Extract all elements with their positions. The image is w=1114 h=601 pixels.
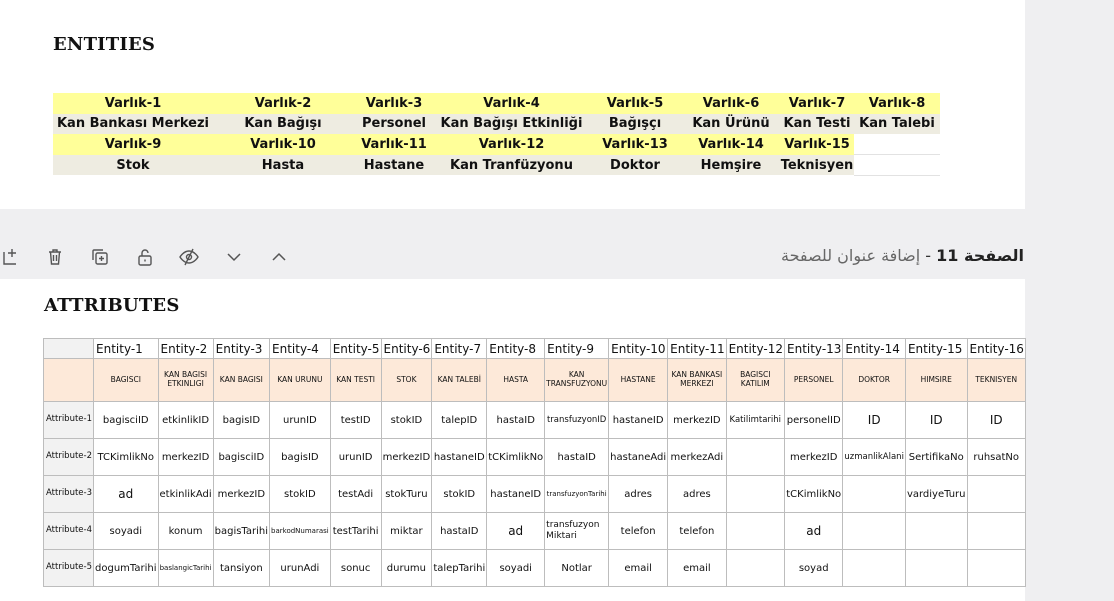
table-corner-cell [44, 359, 94, 402]
entity-header-cell: Entity-9 [545, 339, 609, 359]
entities-title: ENTITIES [53, 34, 156, 55]
entity-name-cell: KAN TALEBİ [432, 359, 487, 402]
attribute-row [44, 402, 1026, 439]
page-toolbar [0, 236, 300, 276]
entity-header-cell: Entity-10 [609, 339, 668, 359]
attribute-cell: merkezID [381, 439, 432, 476]
attribute-cell: Katilimtarihi [726, 402, 784, 439]
attribute-cell: tCKimlikNo [487, 439, 545, 476]
attribute-cell: testID [330, 402, 381, 439]
entity-header-cell: Entity-16 [967, 339, 1025, 359]
attribute-cell: adres [668, 476, 726, 513]
attribute-cell [905, 550, 967, 587]
attribute-row-label: Attribute-2 [44, 439, 94, 476]
add-page-title[interactable]: إضافة عنوان للصفحة [781, 246, 921, 265]
entity-name-cell: KAN BAGISI ETKINLIGI [158, 359, 213, 402]
attribute-row [44, 513, 1026, 550]
entity-cell: Kan Bağışı [213, 114, 353, 135]
attribute-cell: etkinlikAdi [158, 476, 213, 513]
attributes-title: ATTRIBUTES [44, 295, 180, 316]
attribute-cell: hastaID [487, 402, 545, 439]
unlock-icon[interactable] [134, 246, 156, 268]
attribute-cell: etkinlikID [158, 402, 213, 439]
entity-cell: Hemşire [682, 155, 780, 176]
entity-name-cell: KAN URUNU [270, 359, 331, 402]
attribute-cell: ID [843, 402, 906, 439]
attribute-cell: hastaID [432, 513, 487, 550]
attribute-cell: urunID [330, 439, 381, 476]
entity-name-cell: KAN BANKASI MERKEZI [668, 359, 726, 402]
attribute-cell: stokTuru [381, 476, 432, 513]
entities-row [53, 134, 940, 155]
entity-cell: Personel [353, 114, 435, 135]
attributes-table [43, 338, 1026, 587]
entity-cell: Kan Bankası Merkezi [53, 114, 213, 135]
attribute-cell [967, 513, 1025, 550]
entities-row [53, 93, 940, 114]
entity-cell: Kan Bağışı Etkinliği [435, 114, 588, 135]
attribute-cell: sonuc [330, 550, 381, 587]
entity-cell: Varlık-3 [353, 93, 435, 114]
entity-header-cell: Entity-11 [668, 339, 726, 359]
entity-cell: Kan Ürünü [682, 114, 780, 135]
entity-cell: Hastane [353, 155, 435, 176]
entity-header-row [44, 339, 1026, 359]
entity-cell: Varlık-15 [780, 134, 854, 155]
attribute-cell: transfuzyon Miktari [545, 513, 609, 550]
entity-header-cell: Entity-1 [94, 339, 158, 359]
page-attributes [0, 279, 1025, 601]
entities-table [53, 93, 940, 176]
entities-row [53, 155, 940, 176]
entity-name-row [44, 359, 1026, 402]
entities-row [53, 114, 940, 135]
entity-cell: Teknisyen [780, 155, 854, 176]
attribute-cell: tansiyon [213, 550, 269, 587]
entity-cell: Varlık-7 [780, 93, 854, 114]
attribute-cell: dogumTarihi [94, 550, 158, 587]
entity-cell: Varlık-14 [682, 134, 780, 155]
attribute-cell [726, 513, 784, 550]
entity-header-cell: Entity-7 [432, 339, 487, 359]
entity-cell: Doktor [588, 155, 682, 176]
attribute-cell: tCKimlikNo [785, 476, 843, 513]
entity-cell: Kan Testi [780, 114, 854, 135]
entity-cell: Varlık-4 [435, 93, 588, 114]
entity-cell: Varlık-13 [588, 134, 682, 155]
attribute-cell: telefon [609, 513, 668, 550]
attribute-cell [726, 550, 784, 587]
attribute-cell: email [668, 550, 726, 587]
entity-name-cell: KAN TRANSFUZYONU [545, 359, 609, 402]
attribute-cell: durumu [381, 550, 432, 587]
page-title-label[interactable] [781, 246, 1024, 265]
attribute-cell: testTarihi [330, 513, 381, 550]
entity-header-cell: Entity-2 [158, 339, 213, 359]
attribute-cell: talepTarihi [432, 550, 487, 587]
entity-header-cell: Entity-8 [487, 339, 545, 359]
attribute-cell: bagisciID [213, 439, 269, 476]
entity-name-cell: TEKNISYEN [967, 359, 1025, 402]
attribute-cell [967, 550, 1025, 587]
attribute-cell: ruhsatNo [967, 439, 1025, 476]
entity-cell: Varlık-11 [353, 134, 435, 155]
page-label-separator: - [920, 246, 937, 265]
attribute-cell: soyad [785, 550, 843, 587]
attribute-cell: merkezID [785, 439, 843, 476]
attribute-cell: soyadi [94, 513, 158, 550]
entity-header-cell: Entity-13 [785, 339, 843, 359]
attribute-cell: bagisID [270, 439, 331, 476]
entity-cell: Varlık-6 [682, 93, 780, 114]
page-number: الصفحة 11 [936, 246, 1024, 265]
attribute-cell: stokID [432, 476, 487, 513]
attribute-cell: bagisTarihi [213, 513, 269, 550]
entity-cell: Hasta [213, 155, 353, 176]
attribute-cell [726, 476, 784, 513]
page-entities [0, 0, 1025, 209]
entity-name-cell: DOKTOR [843, 359, 906, 402]
attribute-cell: personelID [785, 402, 843, 439]
table-corner-cell [44, 339, 94, 359]
entity-cell: Varlık-8 [854, 93, 940, 114]
attribute-cell [843, 513, 906, 550]
attribute-cell: urunID [270, 402, 331, 439]
attribute-cell: ad [785, 513, 843, 550]
entity-name-cell: KAN TESTI [330, 359, 381, 402]
entity-header-cell: Entity-12 [726, 339, 784, 359]
attribute-cell [726, 439, 784, 476]
entity-cell: Kan Talebi [854, 114, 940, 135]
attribute-cell: bagisciID [94, 402, 158, 439]
attribute-cell: ad [487, 513, 545, 550]
attribute-cell: SertifikaNo [905, 439, 967, 476]
entity-name-cell: HASTA [487, 359, 545, 402]
attribute-cell: ad [94, 476, 158, 513]
attribute-cell: merkezID [213, 476, 269, 513]
attribute-cell: hastaneID [432, 439, 487, 476]
entity-cell: Varlık-1 [53, 93, 213, 114]
duplicate-icon[interactable] [89, 246, 111, 268]
entity-cell: Varlık-2 [213, 93, 353, 114]
attribute-cell: ID [967, 402, 1025, 439]
entity-name-cell: BAGISCI KATILIM [726, 359, 784, 402]
attribute-cell: urunAdi [270, 550, 331, 587]
hide-icon[interactable] [178, 246, 200, 268]
attribute-cell [843, 550, 906, 587]
attribute-cell: hastaneAdi [609, 439, 668, 476]
attribute-cell: merkezID [668, 402, 726, 439]
entity-cell [854, 155, 940, 176]
attribute-cell: adres [609, 476, 668, 513]
attribute-cell: email [609, 550, 668, 587]
attribute-cell: barkodNumarasi [270, 513, 331, 550]
entity-cell: Stok [53, 155, 213, 176]
entity-header-cell: Entity-5 [330, 339, 381, 359]
entity-name-cell: BAGISCI [94, 359, 158, 402]
entity-name-cell: HASTANE [609, 359, 668, 402]
attribute-cell: Notlar [545, 550, 609, 587]
attribute-cell: soyadi [487, 550, 545, 587]
attribute-cell: stokID [270, 476, 331, 513]
attribute-row-label: Attribute-5 [44, 550, 94, 587]
entity-cell [854, 134, 940, 155]
attribute-cell: stokID [381, 402, 432, 439]
entity-cell: Bağışçı [588, 114, 682, 135]
attribute-cell [843, 476, 906, 513]
entity-cell: Varlık-10 [213, 134, 353, 155]
entity-header-cell: Entity-14 [843, 339, 906, 359]
attribute-cell: bagisID [213, 402, 269, 439]
attribute-cell: transfuzyonID [545, 402, 609, 439]
attribute-cell: merkezID [158, 439, 213, 476]
entity-name-cell: PERSONEL [785, 359, 843, 402]
attribute-cell: merkezAdi [668, 439, 726, 476]
entity-cell: Kan Tranfüzyonu [435, 155, 588, 176]
attribute-cell: TCKimlikNo [94, 439, 158, 476]
entity-name-cell: HIMSIRE [905, 359, 967, 402]
chevron-down-icon[interactable] [223, 246, 245, 268]
attribute-row [44, 550, 1026, 587]
entity-name-cell: KAN BAGISI [213, 359, 269, 402]
attribute-cell [905, 513, 967, 550]
attribute-cell: konum [158, 513, 213, 550]
attribute-row-label: Attribute-3 [44, 476, 94, 513]
attribute-cell: ID [905, 402, 967, 439]
attribute-row-label: Attribute-4 [44, 513, 94, 550]
entity-header-cell: Entity-15 [905, 339, 967, 359]
attribute-cell: uzmanlikAlani [843, 439, 906, 476]
entity-name-cell: STOK [381, 359, 432, 402]
attribute-cell: baslangicTarihi [158, 550, 213, 587]
entity-cell: Varlık-9 [53, 134, 213, 155]
attribute-row [44, 476, 1026, 513]
entity-header-cell: Entity-4 [270, 339, 331, 359]
attribute-cell: hastaneID [609, 402, 668, 439]
attribute-row-label: Attribute-1 [44, 402, 94, 439]
entity-cell: Varlık-12 [435, 134, 588, 155]
chevron-up-icon[interactable] [268, 246, 290, 268]
attribute-row [44, 439, 1026, 476]
entity-cell: Varlık-5 [588, 93, 682, 114]
attribute-cell: talepID [432, 402, 487, 439]
attribute-cell: telefon [668, 513, 726, 550]
attribute-cell: hastaneID [487, 476, 545, 513]
add-page-icon[interactable] [0, 246, 22, 268]
trash-icon[interactable] [44, 246, 66, 268]
attribute-cell [967, 476, 1025, 513]
attribute-cell: hastaID [545, 439, 609, 476]
attribute-cell: testAdi [330, 476, 381, 513]
entity-header-cell: Entity-6 [381, 339, 432, 359]
entity-header-cell: Entity-3 [213, 339, 269, 359]
attribute-cell: vardiyeTuru [905, 476, 967, 513]
attribute-cell: miktar [381, 513, 432, 550]
attribute-cell: transfuzyonTarihi [545, 476, 609, 513]
